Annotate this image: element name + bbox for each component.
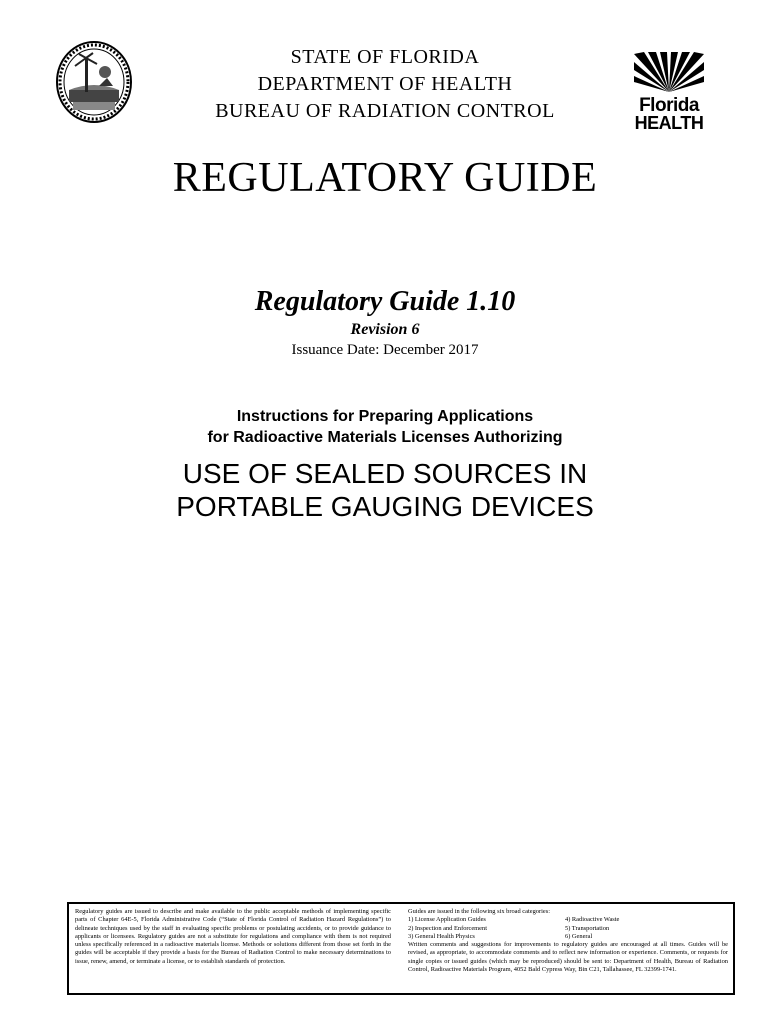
sunburst-icon [634,52,704,92]
guide-number: Regulatory Guide 1.10 [254,286,516,317]
instructions-heading [0,406,770,448]
issuance-date: Issuance Date: December 2017 [291,342,479,358]
category-item: 6) General [565,932,593,940]
category-item: 3) General Health Physics [408,932,475,940]
category-row [408,925,728,933]
document-title: REGULATORY GUIDE [172,155,598,201]
bureau-name: BUREAU OF RADIATION CONTROL [215,100,555,122]
category-item: 2) Inspection and Enforcement [408,924,487,932]
instructions-line-2: for Radioactive Materials Licenses Authorizing [207,429,563,446]
footer-comments: Written comments and suggestions for improvements to regulatory guides are encouraged at all times. Guides will be revised, as appropriate, to accommodate comments and to reflect new information or experience. Comments, or requests for single copies or issued guides (which may be reproduced) should be sent to: Department of Health, Bureau of Radiation Control, Radioactive Materials Program, 4052 Bald Cypress Way, Bin C21, Tallahassee, FL 32399-1741. [408,941,728,974]
category-item: 4) Radioactive Waste [565,916,620,924]
subject-line-1: USE OF SEALED SOURCES IN [182,458,588,489]
state-name: STATE OF FLORIDA [290,46,480,68]
revision: Revision 6 [350,321,420,338]
department-name: DEPARTMENT OF HEALTH [257,73,513,95]
logo-text-health: HEALTH [634,113,704,133]
category-row [408,933,728,941]
instructions-line-1: Instructions for Preparing Applications [236,408,534,425]
categories-intro: Guides are issued in the following six broad categories: [408,908,550,915]
category-item: 1) License Application Guides [408,916,486,924]
category-row [408,916,728,924]
subject-line-2: PORTABLE GAUGING DEVICES [176,491,594,522]
footer-notice-box [67,902,735,995]
florida-health-logo [634,52,704,132]
footer-disclaimer: Regulatory guides are issued to describe and make available to the public acceptable methods of implementing specific parts of Chapter 64E-5, Florida Administrative Code (“State of Florida Control of Radiation Hazard Regulations”) to delineate techniques used by the staff in evaluating specific problems or postulating accidents, or to provide guidance to applicants or licensees. Regulatory guides are not a substitute for regulations and compliance with them is not required unless specifically referenced in a radioactive materials license. Methods or solutions different from those set forth in the guides will be acceptable if they provide a basis for the Bureau of Radiation Control to make necessary determinations to issue, renew, amend, or terminate a license, or to establish standards of protection. [75,908,391,965]
category-item: 5) Transportation [565,924,610,932]
footer-categories [408,908,728,974]
subject-heading [0,457,770,523]
logo-text-florida: Florida [639,95,699,116]
